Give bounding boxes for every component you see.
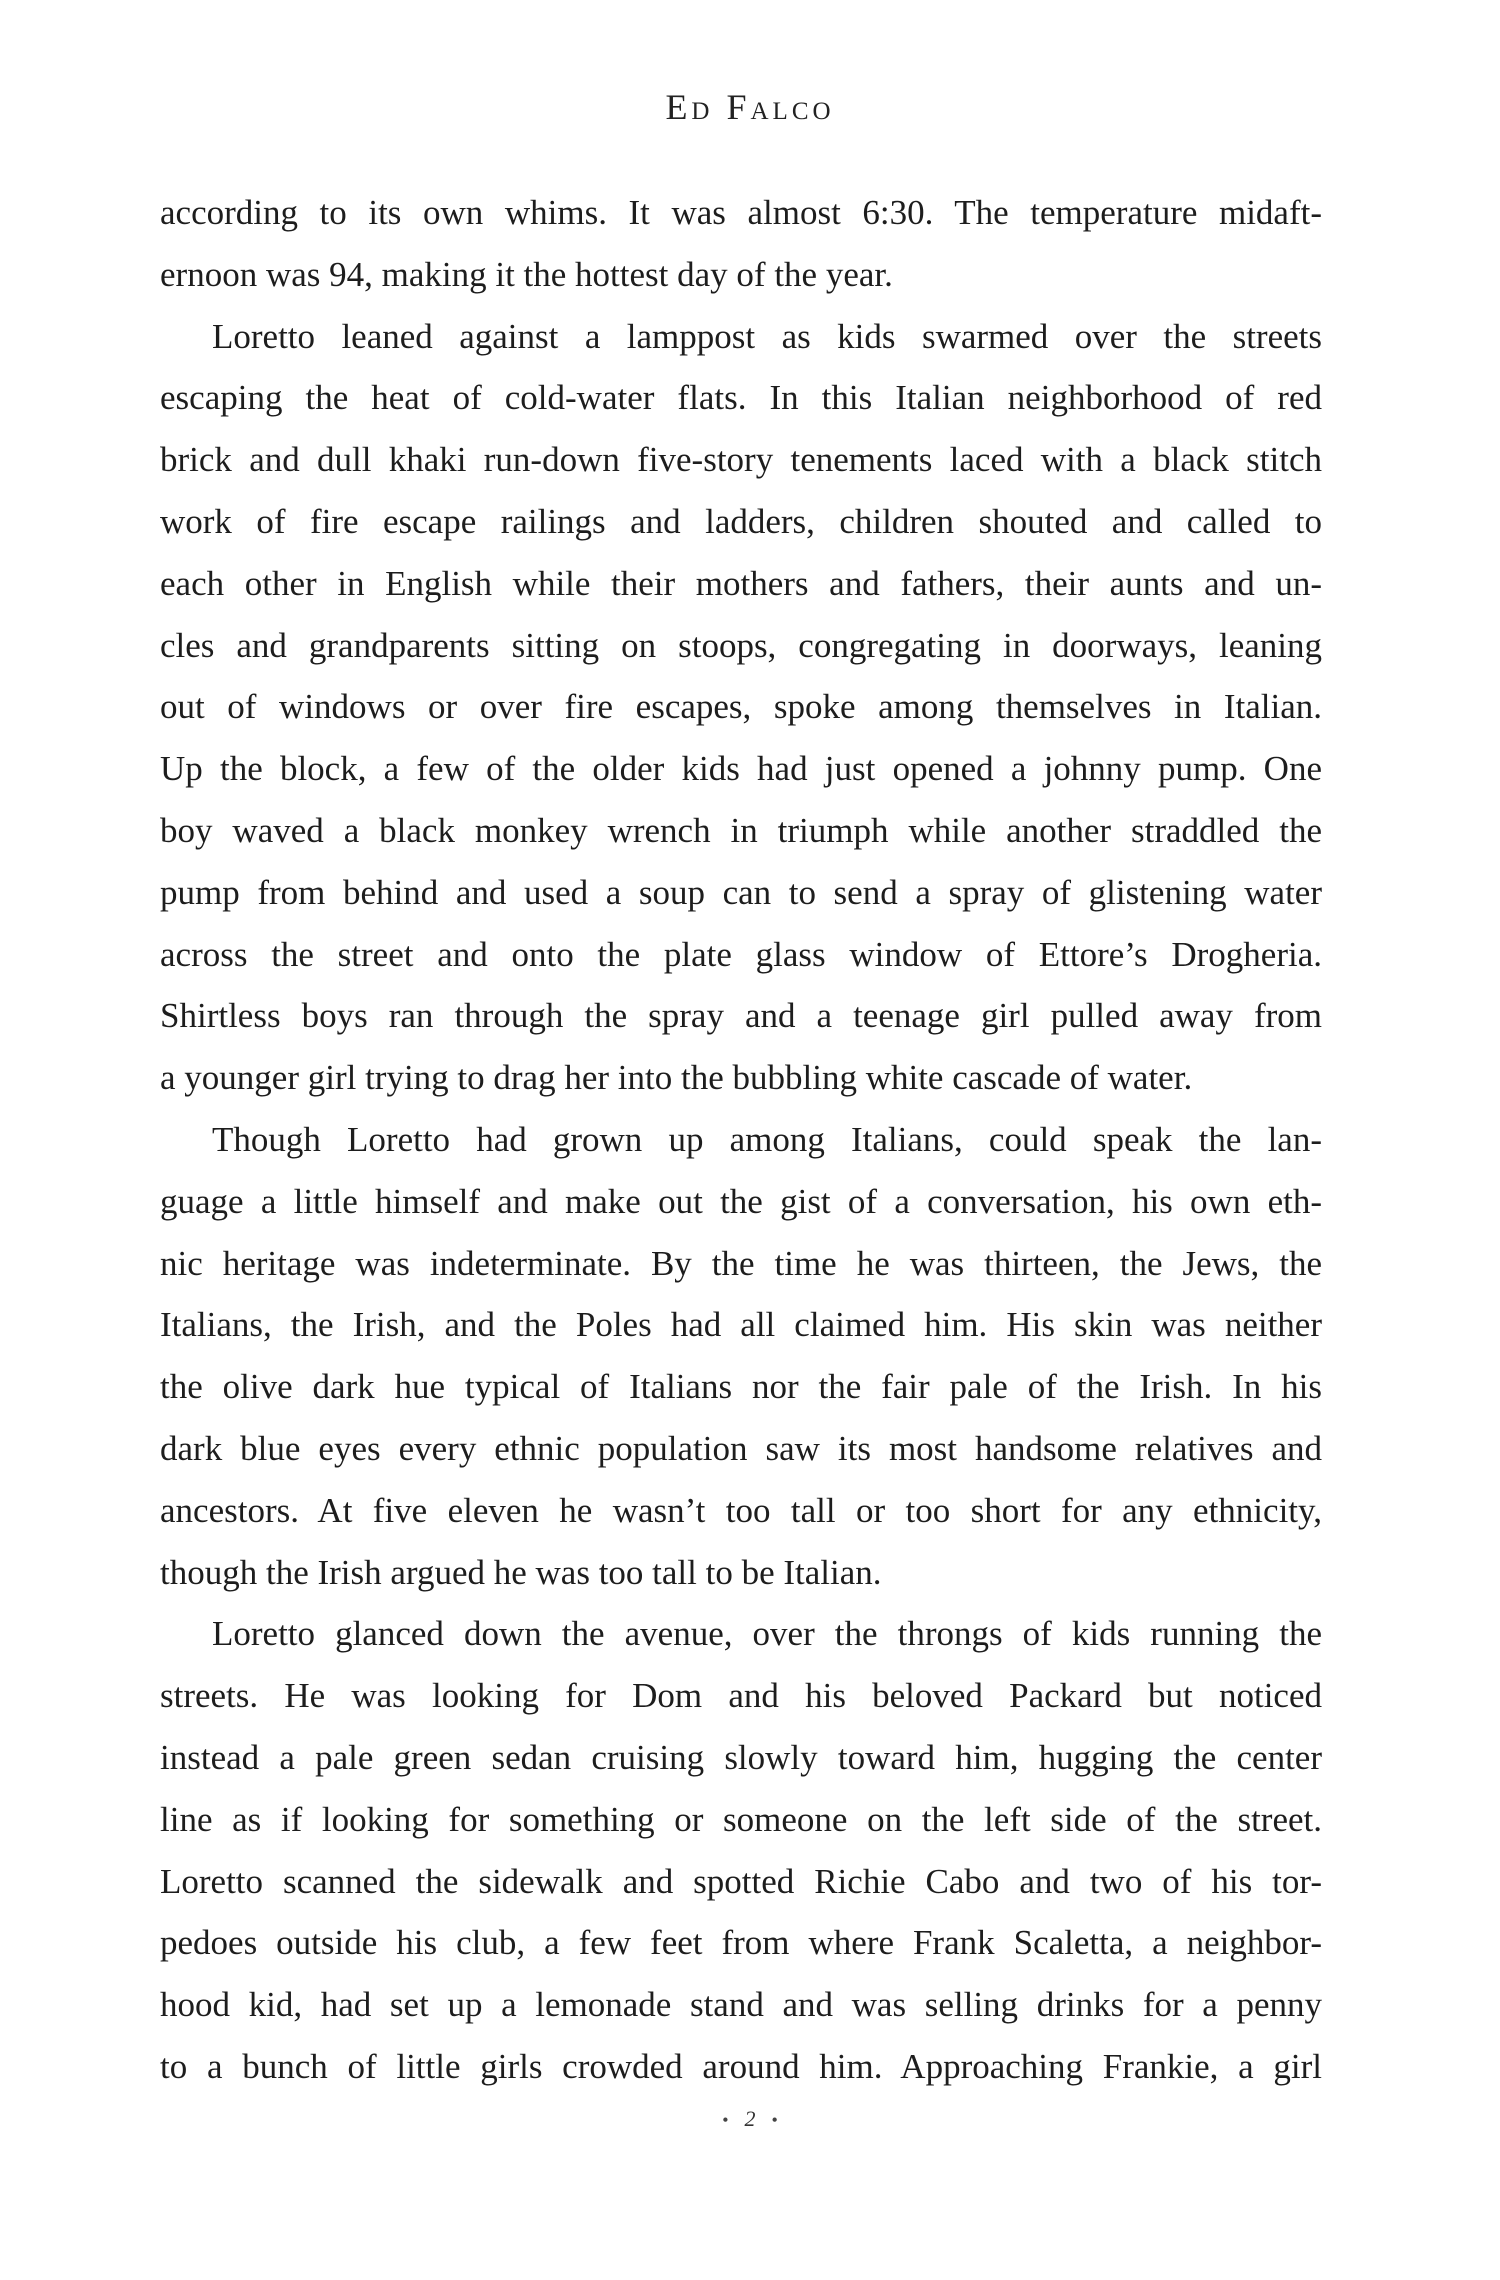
text-line: work of fire escape railings and ladders, children shouted and called to <box>160 501 1322 541</box>
text-line: pedoes outside his club, a few feet from where Frank Scaletta, a neighbor- <box>160 1923 1322 1963</box>
text-line: Loretto leaned against a lamppost as kids swarmed over the streets <box>212 316 1322 356</box>
text-line: guage a little himself and make out the gist of a conversation, his own eth- <box>160 1181 1322 1221</box>
text-line: dark blue eyes every ethnic population saw its most handsome relatives and <box>160 1428 1322 1468</box>
text-line: Up the block, a few of the older kids had just opened a johnny pump. One <box>160 749 1322 789</box>
text-line: escaping the heat of cold-water flats. In this Italian neighborhood of red <box>160 378 1322 418</box>
text-line: cles and grandparents sitting on stoops, congregating in doorways, leaning <box>160 625 1322 665</box>
text-line: instead a pale green sedan cruising slowly toward him, hugging the center <box>160 1737 1322 1777</box>
text-line: the olive dark hue typical of Italians nor the fair pale of the Irish. In his <box>160 1367 1322 1407</box>
text-line: hood kid, had set up a lemonade stand and was selling drinks for a penny <box>160 1985 1322 2025</box>
text-line: though the Irish argued he was too tall to be Italian. <box>160 1552 882 1592</box>
text-line: across the street and onto the plate glass window of Ettore’s Drogheria. <box>160 934 1322 974</box>
text-line: out of windows or over fire escapes, spoke among themselves in Italian. <box>160 687 1322 727</box>
running-head: Ed Falco <box>665 87 835 127</box>
text-line: ernoon was 94, making it the hottest day of the year. <box>160 254 893 294</box>
folio-dot-left: • <box>722 2110 729 2130</box>
text-line: Italians, the Irish, and the Poles had all claimed him. His skin was neither <box>160 1305 1322 1345</box>
page-folio <box>0 2106 1500 2132</box>
text-line: nic heritage was indeterminate. By the time he was thirteen, the Jews, the <box>160 1243 1322 1283</box>
text-line: Loretto glanced down the avenue, over the throngs of kids running the <box>212 1614 1322 1654</box>
body-text <box>160 182 1322 2098</box>
text-line: Loretto scanned the sidewalk and spotted Richie Cabo and two of his tor- <box>160 1861 1322 1901</box>
text-line: each other in English while their mothers and fathers, their aunts and un- <box>160 563 1322 603</box>
text-line: brick and dull khaki run-down five-story tenements laced with a black stitch <box>160 440 1322 480</box>
text-line: according to its own whims. It was almost 6:30. The temperature midaft- <box>160 193 1322 232</box>
text-line: streets. He was looking for Dom and his beloved Packard but noticed <box>160 1676 1322 1716</box>
text-line: boy waved a black monkey wrench in triumph while another straddled the <box>160 810 1322 850</box>
text-line: line as if looking for something or someone on the left side of the street. <box>160 1799 1322 1839</box>
text-line: Shirtless boys ran through the spray and a teenage girl pulled away from <box>160 996 1322 1036</box>
folio-dot-right: • <box>771 2110 778 2130</box>
text-line: Though Loretto had grown up among Italians, could speak the lan- <box>212 1119 1322 1159</box>
text-line: ancestors. At five eleven he wasn’t too tall or too short for any ethnicity, <box>160 1490 1322 1530</box>
text-line: pump from behind and used a soup can to send a spray of glistening water <box>160 872 1322 912</box>
text-line: to a bunch of little girls crowded around him. Approaching Frankie, a girl <box>160 2046 1322 2086</box>
text-line: a younger girl trying to drag her into the bubbling white cascade of water. <box>160 1058 1193 1098</box>
page-number: 2 <box>744 2106 756 2131</box>
